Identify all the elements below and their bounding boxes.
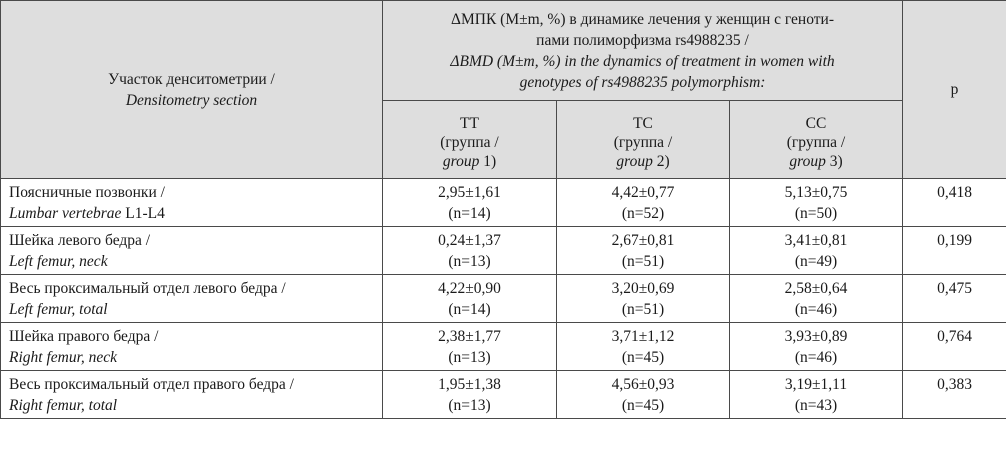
cell-n: (n=46) bbox=[794, 301, 838, 318]
genotype-group-ru: (группа / bbox=[440, 134, 499, 151]
genotype-group-num: 1) bbox=[483, 153, 497, 170]
cell-value: 3,71±1,12 bbox=[611, 328, 675, 345]
cell-value: 1,95±1,38 bbox=[438, 376, 501, 393]
row-label-en: Left femur, total bbox=[9, 301, 108, 318]
row-label-en: Left femur, neck bbox=[9, 253, 108, 270]
cell-value: 3,19±1,11 bbox=[784, 376, 848, 393]
cell-value: 3,93±0,89 bbox=[784, 328, 848, 345]
cell-p: 0,383 bbox=[903, 371, 1006, 419]
table-row bbox=[1, 227, 1006, 275]
header-dynamics bbox=[383, 1, 903, 101]
genotype-name: TT bbox=[460, 115, 479, 132]
table-body bbox=[1, 179, 1006, 419]
table-header bbox=[1, 1, 1006, 179]
cell-n: (n=13) bbox=[448, 253, 491, 270]
cell-value: 2,38±1,77 bbox=[438, 328, 501, 345]
cell-cc bbox=[730, 227, 903, 275]
table-row bbox=[1, 371, 1006, 419]
row-label bbox=[1, 179, 383, 227]
cell-tc bbox=[557, 323, 730, 371]
genotype-group-ru: (группа / bbox=[786, 134, 846, 151]
cell-value: 3,41±0,81 bbox=[784, 232, 848, 249]
header-section-ru: Участок денситометрии / bbox=[108, 70, 275, 88]
cell-n: (n=13) bbox=[448, 397, 491, 414]
cell-tt bbox=[383, 227, 557, 275]
table-row bbox=[1, 275, 1006, 323]
row-label-en: Right femur, neck bbox=[9, 349, 118, 366]
cell-value: 4,56±0,93 bbox=[611, 376, 675, 393]
genotype-name: TC bbox=[633, 115, 653, 132]
cell-value: 0,24±1,37 bbox=[438, 232, 501, 249]
row-label bbox=[1, 275, 383, 323]
row-label-en: Lumbar vertebrae bbox=[9, 205, 122, 222]
cell-n: (n=45) bbox=[621, 349, 665, 366]
genotype-group-en: group bbox=[616, 153, 653, 170]
genotype-group-ru: (группа / bbox=[613, 134, 673, 151]
row-label-suffix: L1-L4 bbox=[121, 205, 165, 222]
genotype-group-en: group bbox=[789, 153, 826, 170]
header-dynamics-line3: ΔBMD (M±m, %) in the dynamics of treatment in women with bbox=[450, 52, 835, 70]
row-label bbox=[1, 323, 383, 371]
header-section bbox=[1, 1, 383, 179]
cell-n: (n=45) bbox=[621, 397, 665, 414]
cell-value: 2,67±0,81 bbox=[611, 232, 675, 249]
cell-n: (n=46) bbox=[794, 349, 838, 366]
cell-p: 0,199 bbox=[903, 227, 1006, 275]
genotype-name: CC bbox=[805, 115, 827, 132]
cell-p: 0,764 bbox=[903, 323, 1006, 371]
cell-n: (n=51) bbox=[621, 253, 665, 270]
header-dynamics-line2: пами полиморфизма rs4988235 / bbox=[536, 31, 749, 49]
row-label bbox=[1, 371, 383, 419]
cell-cc bbox=[730, 275, 903, 323]
cell-value: 5,13±0,75 bbox=[784, 184, 848, 201]
genotype-group-en: group bbox=[442, 153, 480, 170]
cell-tc bbox=[557, 371, 730, 419]
cell-n: (n=43) bbox=[794, 397, 838, 414]
cell-cc bbox=[730, 179, 903, 227]
cell-p: 0,475 bbox=[903, 275, 1006, 323]
header-genotype-tt bbox=[383, 101, 557, 179]
table-row bbox=[1, 179, 1006, 227]
header-section-en: Densitometry section bbox=[125, 91, 258, 109]
cell-n: (n=52) bbox=[621, 205, 665, 222]
header-genotype-tc bbox=[557, 101, 730, 179]
row-label-ru: Шейка правого бедра / bbox=[9, 328, 159, 345]
cell-cc bbox=[730, 323, 903, 371]
cell-tc bbox=[557, 179, 730, 227]
cell-tt bbox=[383, 371, 557, 419]
row-label-ru: Весь проксимальный отдел левого бедра / bbox=[9, 280, 286, 297]
cell-tt bbox=[383, 179, 557, 227]
cell-n: (n=50) bbox=[794, 205, 838, 222]
cell-value: 2,95±1,61 bbox=[438, 184, 501, 201]
header-dynamics-line1: ΔМПК (M±m, %) в динамике лечения у женщин с геноти- bbox=[451, 10, 834, 28]
row-label bbox=[1, 227, 383, 275]
genotype-group-num: 2) bbox=[656, 153, 670, 170]
cell-cc bbox=[730, 371, 903, 419]
header-p: p bbox=[903, 1, 1006, 179]
cell-value: 4,22±0,90 bbox=[438, 280, 501, 297]
header-dynamics-line4: genotypes of rs4988235 polymorphism: bbox=[519, 73, 766, 91]
cell-value: 3,20±0,69 bbox=[611, 280, 675, 297]
cell-tc bbox=[557, 275, 730, 323]
header-genotype-cc bbox=[730, 101, 903, 179]
row-label-en: Right femur, total bbox=[9, 397, 118, 414]
cell-n: (n=14) bbox=[448, 301, 491, 318]
row-label-ru: Шейка левого бедра / bbox=[9, 232, 151, 249]
cell-p: 0,418 bbox=[903, 179, 1006, 227]
cell-tt bbox=[383, 323, 557, 371]
cell-n: (n=14) bbox=[448, 205, 491, 222]
cell-n: (n=49) bbox=[794, 253, 838, 270]
row-label-ru: Весь проксимальный отдел правого бедра / bbox=[9, 376, 294, 393]
row-label-ru: Поясничные позвонки / bbox=[9, 184, 165, 201]
cell-tt bbox=[383, 275, 557, 323]
cell-n: (n=51) bbox=[621, 301, 665, 318]
table-row bbox=[1, 323, 1006, 371]
cell-tc bbox=[557, 227, 730, 275]
cell-value: 4,42±0,77 bbox=[611, 184, 675, 201]
genotype-group-num: 3) bbox=[829, 153, 843, 170]
cell-value: 2,58±0,64 bbox=[784, 280, 848, 297]
cell-n: (n=13) bbox=[448, 349, 491, 366]
